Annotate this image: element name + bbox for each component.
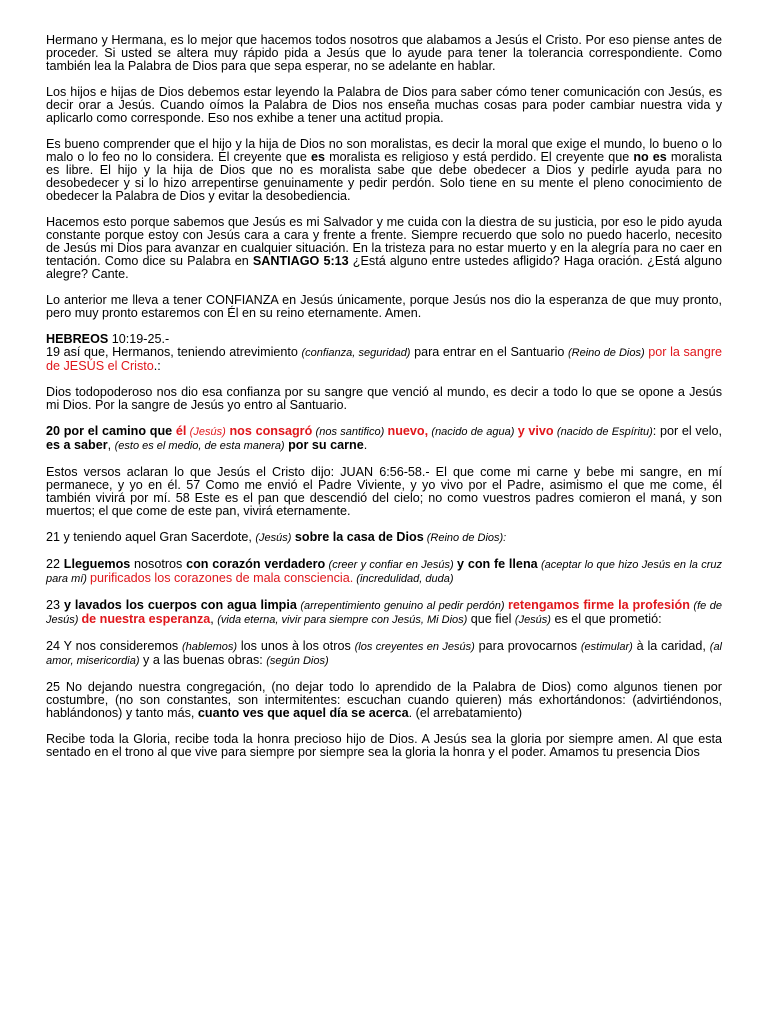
- paragraph-10: [46, 531, 722, 545]
- red-text: por la sangre de JESÚS el Cristo: [46, 345, 723, 373]
- paragraph-11: [46, 558, 722, 586]
- italic-note: (aceptar lo que hizo Jesús en la cruz para mí): [46, 559, 722, 585]
- italic-note: (estimular): [580, 641, 633, 653]
- text: moralista es religioso y está perdido. El creyente que: [324, 150, 634, 164]
- paragraph-5: Lo anterior me lleva a tener CONFIANZA en Jesús únicamente, porque Jesús nos dio la esperanza de que muy pronto, pero muy pronto estaremos con Él en su reino eternamente. Amen.: [46, 293, 722, 320]
- text: à la caridad,: [632, 639, 710, 653]
- bold-text: con corazón verdadero: [186, 557, 326, 571]
- paragraph-12: [46, 599, 722, 627]
- red-italic-note: (Jesús): [186, 426, 226, 438]
- paragraph-9: Estos versos aclaran lo que Jesús el Cristo dijo: JUAN 6:56-58.- El que come mi carne y bebe mi sangre, en mí permanece, y yo en él. 57 Como me envió el Padre Viviente, y yo vivo por el Padre, asimismo el que me come, él también vivirá por mí. 58 Este es el pan que descendió del cielo; no como vuestros padres comieron el maná, y son muertos; el que come de este pan, vivirá eternamente.: [46, 465, 722, 518]
- scripture-book: HEBREOS: [46, 332, 109, 346]
- text: ,: [210, 612, 218, 626]
- text: 22: [46, 557, 64, 571]
- italic-note: (Reino de Dios):: [423, 532, 507, 544]
- italic-note: (al amor, misericordia): [46, 641, 723, 667]
- text: . (el arrebatamiento): [408, 706, 523, 720]
- text: los unos à los otros: [237, 639, 355, 653]
- bold-text: es a saber: [46, 438, 108, 452]
- paragraph-8: [46, 425, 722, 453]
- red-bold-text: nuevo,: [387, 424, 429, 438]
- paragraph-13: [46, 640, 722, 668]
- red-bold-text: retengamos firme la profesión: [508, 598, 690, 612]
- text: ,: [107, 438, 115, 452]
- red-text: purificados los corazones de mala consciencia.: [90, 571, 354, 585]
- italic-note: (Jesús): [514, 614, 551, 626]
- italic-note: (Jesús): [255, 532, 292, 544]
- italic-note: (según Dios): [266, 655, 329, 667]
- bold-text: sobre la casa de Dios: [291, 530, 424, 544]
- italic-note: (confianza, seguridad): [301, 347, 411, 359]
- italic-note: (nos santifico): [312, 426, 388, 438]
- italic-note: (vida eterna, vivir para siempre con Jesús, Mi Dios): [217, 614, 468, 626]
- text: 19 así que, Hermanos, teniendo atrevimiento: [46, 345, 302, 359]
- bold-text: por su carne: [284, 438, 364, 452]
- text: : por el velo,: [652, 424, 723, 438]
- text: Hacemos esto porque sabemos que Jesús es mi Salvador y me cuida con la diestra de su justicia, por eso le pido ayuda constante porque estoy con Jesús cara a cara y frente a frente. Siempre recuerdo que solo no puedo hacerlo, necesito de Jesús mi Dios para avanzar en cualquier situación. En la tristeza para no estar muerto y en la alegría para no caer en tentación. Como dice su Palabra en: [46, 215, 722, 268]
- bold-text: es: [310, 150, 325, 164]
- scripture-reference: SANTIAGO 5:13: [252, 254, 349, 268]
- text: .:: [153, 359, 161, 373]
- paragraph-3: [46, 138, 722, 203]
- text: para entrar en el Santuario: [410, 345, 568, 359]
- italic-note: (arrepentimiento genuino al pedir perdón): [296, 600, 509, 612]
- text: y a las buenas obras:: [139, 653, 267, 667]
- paragraph-15: Recibe toda la Gloria, recibe toda la honra precioso hijo de Dios. A Jesús sea la gloria por siempre amen. Al que esta sentado en el trono al que vive para siempre por siempre sea la gloria la honra y el poder. Amamos tu presencia Dios: [46, 732, 722, 759]
- scripture-verses: 10:19-25.-: [108, 332, 170, 346]
- red-bold-text: y vivo: [517, 424, 554, 438]
- text: ¿Está alguno entre ustedes afligido? Haga oración. ¿Está alguno alegre? Cante.: [46, 254, 722, 281]
- italic-note: (creer y confiar en Jesús): [325, 559, 458, 571]
- red-bold-text: él: [175, 424, 187, 438]
- text: Es bueno comprender que el hijo y la hija de Dios no son moralistas, es decir la moral que exige el mundo, lo bueno o lo malo o lo feo no lo considera. El creyente que: [46, 137, 722, 164]
- italic-note: (incredulidad, duda): [353, 573, 454, 585]
- text: 23: [46, 598, 64, 612]
- bold-text: y con fe llena: [457, 557, 538, 571]
- text: que fiel: [467, 612, 515, 626]
- italic-note: (esto es el medio, de esta manera): [114, 440, 285, 452]
- italic-note: (hablemos): [182, 641, 238, 653]
- italic-note: (Reino de Dios): [568, 347, 645, 359]
- text: 21 y teniendo aquel Gran Sacerdote,: [46, 530, 256, 544]
- bold-text: no es: [633, 150, 667, 164]
- paragraph-7: Dios todopoderoso nos dio esa confianza por su sangre que venció al mundo, es decir a todo lo que se opone a Jesús mi Dios. Por la sangre de Jesús yo entro al Santuario.: [46, 385, 722, 412]
- text: nosotros: [130, 557, 187, 571]
- paragraph-1: Hermano y Hermana, es lo mejor que hacemos todos nosotros que alabamos a Jesús el Cristo. Por eso piense antes de proceder. Si usted se altera muy rápido pida a Jesús que lo ayude para tener la tolerancia correspondiente. Como también lea la Palabra de Dios para que sepa esperar, no se adelante en hablar.: [46, 33, 722, 73]
- paragraph-14: [46, 681, 722, 720]
- red-bold-text: de nuestra esperanza: [81, 612, 211, 626]
- bold-text: y lavados los cuerpos con agua limpia: [63, 598, 297, 612]
- paragraph-4: [46, 216, 722, 281]
- italic-note: (nacido de Espíritu): [553, 426, 653, 438]
- paragraph-2: Los hijos e hijas de Dios debemos estar leyendo la Palabra de Dios para saber cómo tener comunicación con Jesús, es decir orar a Jesús. Cuando oímos la Palabra de Dios nos enseña muchas cosas para poder cambiar nuestra vida y aplicarlo como corresponde. Eso nos exhibe a tener una actitud propia.: [46, 85, 722, 125]
- paragraph-6: [46, 333, 722, 373]
- italic-note: (los creyentes en Jesús): [354, 641, 475, 653]
- text: moralista es libre. El hijo y la hija de Dios que no es moralista sabe que debe obedecer a Dios y pedirle ayuda para no desobedecer y si lo hizo arrepentirse genuinamente y pedir perdón. Solo tiene en su mente el pleno conocimiento de obedecer la Palabra de Dios y evitar la desobediencia.: [46, 150, 723, 203]
- bold-text: 20 por el camino que: [46, 424, 176, 438]
- text: 24 Y nos consideremos: [46, 639, 183, 653]
- text: 25 No dejando nuestra congregación, (no dejar todo lo aprendido de la Palabra de Dios) como algunos tienen por costumbre, (no son constantes, son intermitentes: escuchan cuando quieren) más exhortándonos: (advirtiéndonos, hablándonos) y tanto más,: [46, 680, 722, 720]
- text: .: [363, 438, 368, 452]
- italic-note: (nacido de agua): [428, 426, 518, 438]
- bold-text: cuanto ves que aquel día se acerca: [197, 706, 409, 720]
- italic-note: (fe de Jesús): [46, 600, 722, 626]
- bold-text: Lleguemos: [63, 557, 131, 571]
- text: es el que prometió:: [550, 612, 662, 626]
- text: para provocarnos: [474, 639, 581, 653]
- red-bold-text: nos consagró: [225, 424, 313, 438]
